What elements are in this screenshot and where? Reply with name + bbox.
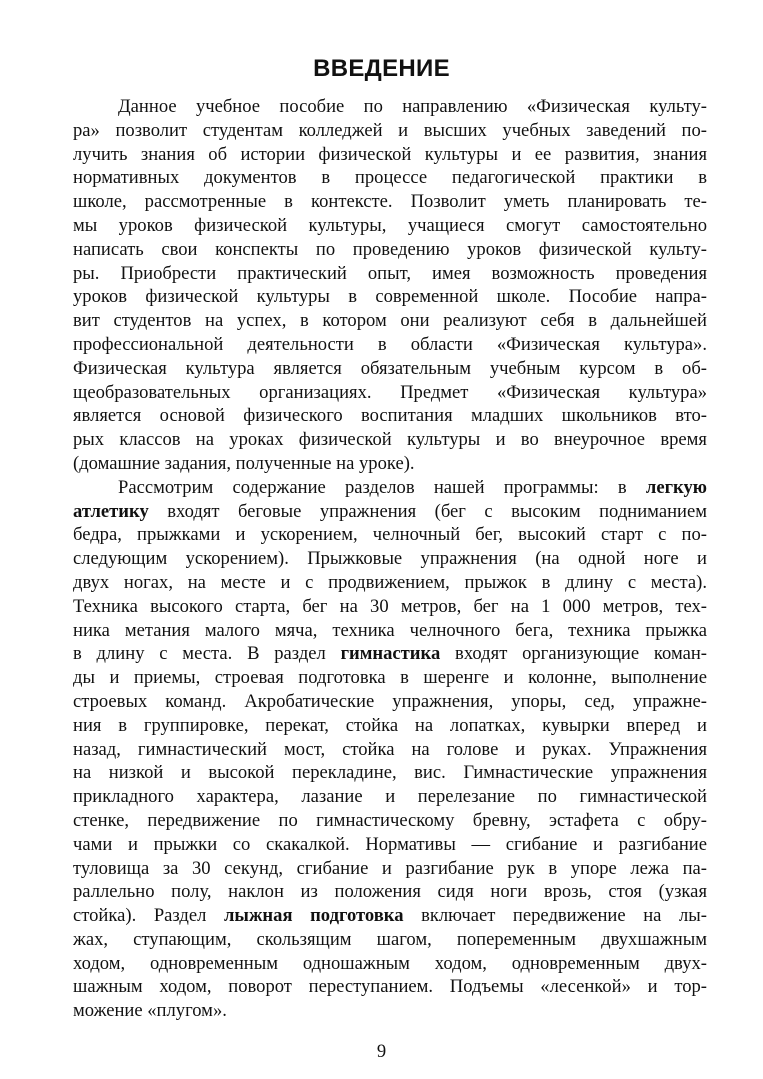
text-line	[73, 666, 707, 690]
text-line	[73, 190, 707, 214]
text-segment: туловища за 30 секунд, сгибание и разгибание рук в упоре лежа па-	[73, 857, 707, 879]
text-segment: ходом, одновременным одношажным ходом, одновременным двух-	[73, 952, 707, 974]
text-segment: прикладного характера, лазание и перелезание по гимнастической	[73, 786, 707, 808]
text-segment: уроков физической культуры в современной школе. Пособие напра-	[73, 286, 707, 308]
text-line	[73, 928, 707, 952]
text-line	[73, 214, 707, 238]
text-segment: профессиональной деятельности в области «Физическая культура».	[73, 333, 707, 355]
text-line	[73, 595, 707, 619]
text-segment: на низкой и высокой перекладине, вис. Гимнастические упражнения	[73, 762, 707, 784]
text-line	[73, 952, 707, 976]
page-title: ВВЕДЕНИЕ	[313, 55, 450, 82]
text-segment: ра» позволит студентам колледжей и высших учебных заведений по-	[73, 119, 707, 141]
text-segment: Техника высокого старта, бег на 30 метров, бег на 1 000 метров, тех-	[73, 595, 707, 617]
text-line	[73, 381, 707, 405]
text-segment: назад, гимнастический мост, стойка на голове и руках. Упражнения	[73, 738, 707, 760]
text-segment: школе, рассмотренные в контексте. Позволит уметь планировать те-	[73, 191, 707, 213]
text-segment: ры. Приобрести практический опыт, имея возможность проведения	[73, 262, 707, 284]
text-line	[73, 333, 707, 357]
text-line	[73, 238, 707, 262]
text-segment: включает передвижение на лы-	[403, 905, 707, 927]
text-line	[73, 95, 707, 119]
text-line	[73, 999, 707, 1023]
text-line	[73, 476, 707, 500]
text-line	[73, 809, 707, 833]
text-line	[73, 738, 707, 762]
text-segment: можение «плугом».	[73, 1000, 227, 1022]
text-line	[73, 857, 707, 881]
text-line	[73, 642, 707, 666]
text-segment: является основой физического воспитания младших школьников вто-	[73, 405, 707, 427]
text-segment: в длину с места. В раздел	[73, 643, 341, 665]
text-segment: жах, ступающим, скользящим шагом, попеременным двухшажным	[73, 928, 707, 950]
text-line	[73, 309, 707, 333]
text-segment: стенке, передвижение по гимнастическому бревну, эстафета с обру-	[73, 809, 707, 831]
text-segment: чами и прыжки со скакалкой. Нормативы — сгибание и разгибание	[73, 833, 707, 855]
text-line	[73, 880, 707, 904]
paragraph	[73, 95, 707, 476]
text-line	[73, 452, 707, 476]
text-segment: (домашние задания, полученные на уроке).	[73, 452, 415, 474]
text-line	[73, 119, 707, 143]
text-line	[73, 285, 707, 309]
text-line	[73, 262, 707, 286]
text-segment: щеобразовательных организациях. Предмет «Физическая культура»	[73, 381, 707, 403]
bold-term: лыжная подготовка	[224, 905, 404, 927]
text-line	[73, 571, 707, 595]
text-segment: стойка). Раздел	[73, 905, 224, 927]
text-segment: входят организующие коман-	[440, 643, 707, 665]
text-line	[73, 833, 707, 857]
bold-term: гимнастика	[340, 643, 441, 665]
text-segment: Рассмотрим содержание разделов нашей программы: в	[118, 476, 646, 498]
text-line	[73, 357, 707, 381]
text-segment: Физическая культура является обязательным учебным курсом в об-	[73, 357, 707, 379]
text-line	[73, 500, 707, 524]
text-segment: мы уроков физической культуры, учащиеся смогут самостоятельно	[73, 214, 707, 236]
text-segment: вит студентов на успех, в котором они реализуют себя в дальнейшей	[73, 310, 707, 332]
text-segment: входят беговые упражнения (бег с высоким подниманием	[148, 500, 707, 522]
text-segment: бедра, прыжками и ускорением, челночный бег, высокий старт с по-	[73, 524, 707, 546]
text-segment: нормативных документов в процессе педагогической практики в	[73, 167, 707, 189]
text-segment: ния в группировке, перекат, стойка на лопатках, кувырки вперед и	[73, 714, 707, 736]
text-line	[73, 166, 707, 190]
text-line	[73, 785, 707, 809]
text-line	[73, 714, 707, 738]
text-segment: ды и приемы, строевая подготовка в шеренге и колонне, выполнение	[73, 667, 707, 689]
text-segment: рых классов на уроках физической культуры и во внеурочное время	[73, 429, 707, 451]
text-line	[73, 428, 707, 452]
text-segment: следующим ускорением). Прыжковые упражнения (на одной ноге и	[73, 548, 707, 570]
text-line	[73, 904, 707, 928]
text-line	[73, 975, 707, 999]
text-segment: написать свои конспекты по проведению уроков физической культу-	[73, 238, 707, 260]
text-segment: лучить знания об истории физической культуры и ее развития, знания	[73, 143, 707, 165]
page-number: 9	[376, 1041, 387, 1062]
text-line	[73, 761, 707, 785]
text-line	[73, 143, 707, 167]
text-segment: ника метания малого мяча, техника челночного бега, техника прыжка	[73, 619, 707, 641]
text-segment: строевых команд. Акробатические упражнения, упоры, сед, упражне-	[73, 690, 707, 712]
text-line	[73, 404, 707, 428]
text-segment: Данное учебное пособие по направлению «Физическая культу-	[118, 96, 707, 117]
text-segment: двух ногах, на месте и с продвижением, прыжок в длину с места).	[73, 571, 707, 593]
text-line	[73, 690, 707, 714]
bold-term: атлетику	[73, 500, 149, 522]
body-text	[73, 95, 707, 1023]
paragraph	[73, 476, 707, 1023]
text-line	[73, 523, 707, 547]
text-segment: шажным ходом, поворот переступанием. Подъемы «лесенкой» и тор-	[73, 976, 707, 998]
text-segment: раллельно полу, наклон из положения сидя ноги врозь, стоя (узкая	[73, 881, 707, 903]
text-line	[73, 619, 707, 643]
bold-term: легкую	[645, 476, 707, 498]
text-line	[73, 547, 707, 571]
